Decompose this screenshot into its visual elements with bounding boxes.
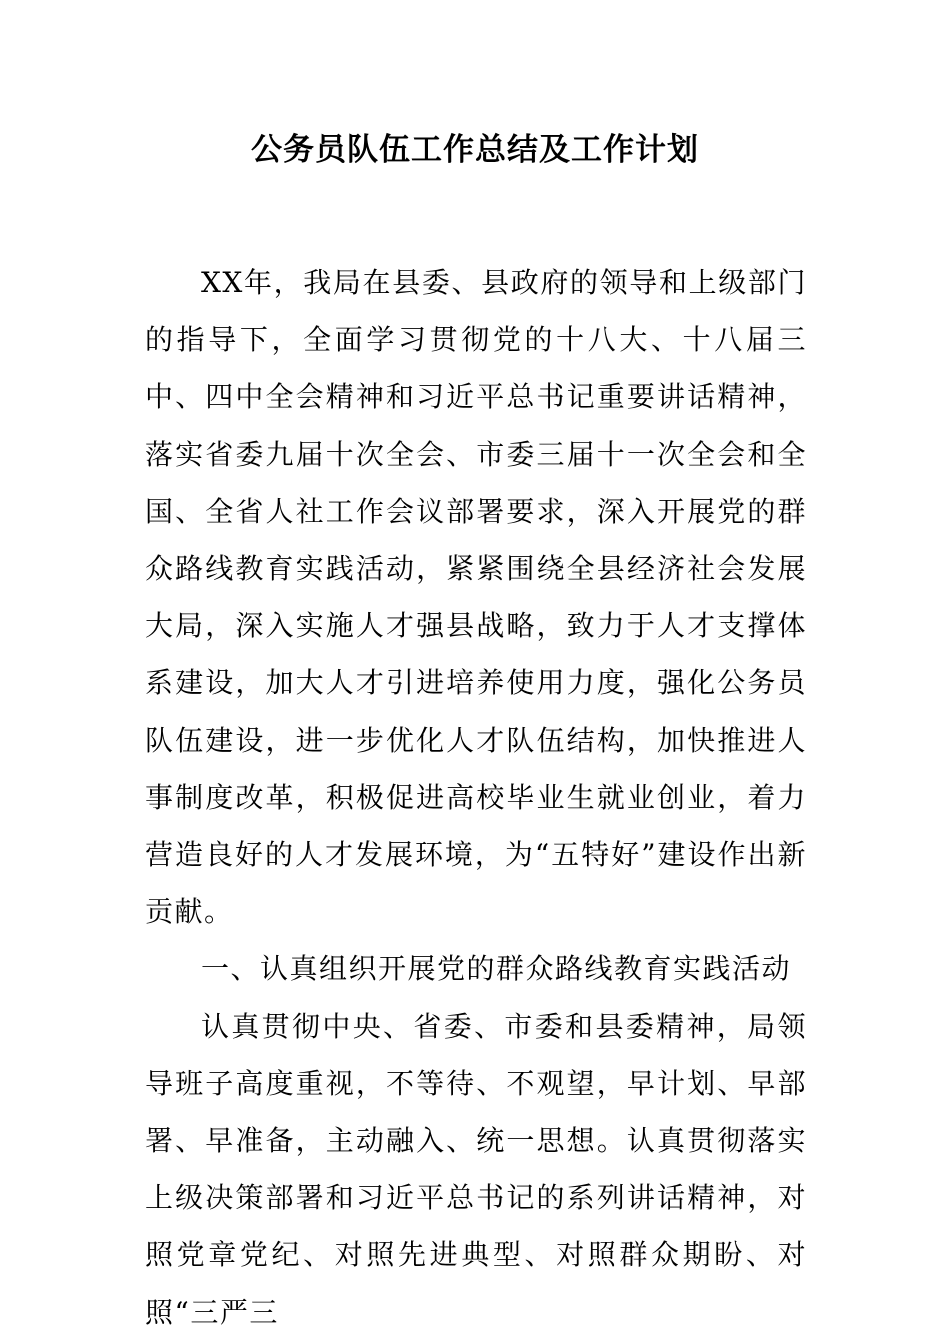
paragraph-intro: XX年，我局在县委、县政府的领导和上级部门的指导下，全面学习贯彻党的十八大、十八届三中、四中全会精神和习近平总书记重要讲话精神，落实省委九届十次全会、市委三届十一次全会和全国、全省人社工作会议部署要求，深入开展党的群众路线教育实践活动，紧紧围绕全县经济社会发展大局，深入实施人才强县战略，致力于人才支撑体系建设，加大人才引进培养使用力度，强化公务员队伍建设，进一步优化人才队伍结构，加快推进人事制度改革，积极促进高校毕业生就业创业，着力营造良好的人才发展环境，为“五特好”建设作出新贡献。 [145, 266, 807, 929]
document-title: 公务员队伍工作总结及工作计划 [251, 132, 699, 168]
section-heading-1: 一、认真组织开展党的群众路线教育实践活动 [201, 952, 792, 986]
document-body [145, 254, 807, 1341]
paragraph-section-1: 认真贯彻中央、省委、市委和县委精神，局领导班子高度重视，不等待、不观望，早计划、早部署、早准备，主动融入、统一思想。认真贯彻落实上级决策部署和习近平总书记的系列讲话精神，对照党章党纪、对照先进典型、对照群众期盼、对照“三严三 [145, 1009, 807, 1329]
